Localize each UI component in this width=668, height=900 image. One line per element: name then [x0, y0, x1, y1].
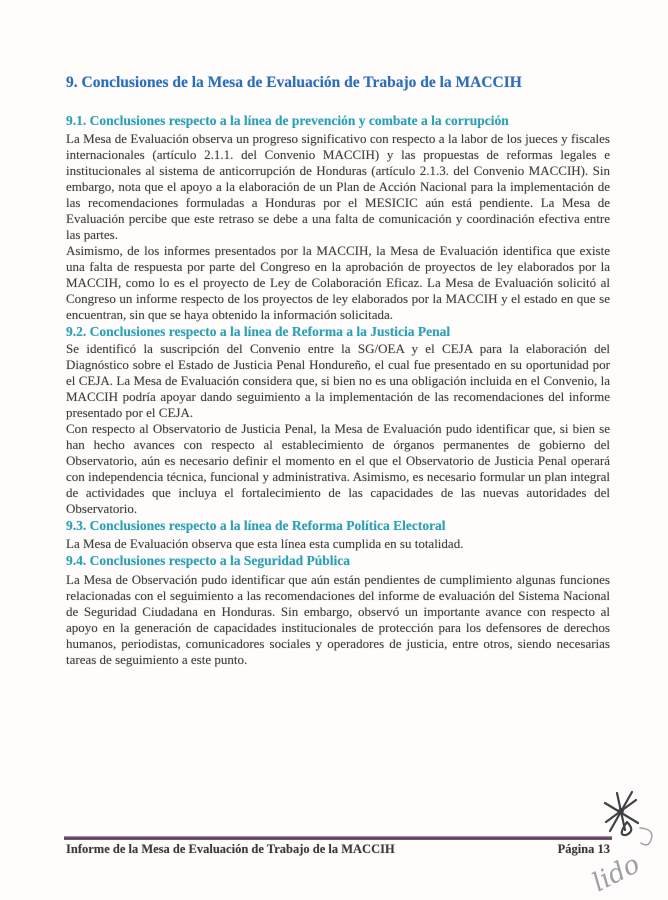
page-footer [66, 842, 610, 857]
paragraph: La Mesa de Evaluación observa que esta línea esta cumplida en su totalidad. [66, 536, 464, 551]
paragraph: La Mesa de Evaluación observa un progreso significativo con respecto a la labor de los jueces y fiscales internacionales (artículo 2.1.1. del Convenio MACCIH) y las propuestas de reformas legales e institucionales al sistema de anticorrupción de Honduras (artículo 2.1.3. del Convenio MACCIH). Sin embargo, nota que el apoyo a la elaboración de un Plan de Acción Nacional para la implementación de las recomendaciones formuladas a Honduras por el MESICIC aún está pendiente. La Mesa de Evaluación percibe que este retraso se debe a una falta de comunicación y coordinación efectiva entre las partes. [66, 131, 610, 242]
section-heading-9-4: 9.4. Conclusiones respecto a la Seguridad Pública [66, 553, 351, 568]
footer-report-title: Informe de la Mesa de Evaluación de Trabajo de la MACCIH [66, 842, 395, 856]
document-title: 9. Conclusiones de la Mesa de Evaluación de Trabajo de la MACCIH [66, 74, 522, 91]
section-heading-9-1: 9.1. Conclusiones respecto a la línea de prevención y combate a la corrupción [66, 113, 509, 128]
section-heading-9-3: 9.3. Conclusiones respecto a la línea de Reforma Política Electoral [66, 518, 446, 533]
handwritten-word: lido [587, 849, 645, 899]
pencil-flourish [640, 828, 652, 845]
handwritten-annotation [587, 784, 668, 900]
paragraph: Con respecto al Observatorio de Justicia Penal, la Mesa de Evaluación pudo identificar que, si bien se han hecho avances con respecto al establecimiento de órganos permanentes de gobierno del Observatorio, aún es necesario definir el momento en el que el Observatorio de Justicia Penal operará con independencia técnica, funcional y administrativa. Asimismo, es necesario formular un plan integral de actividades que incluya el fortalecimiento de las capacidades de las nuevas autoridades del Observatorio. [66, 421, 610, 516]
paragraph: Se identificó la suscripción del Convenio entre la SG/OEA y el CEJA para la elaboración del Diagnóstico sobre el Estado de Justicia Penal Hondureño, el cual fue presentado en su oportunidad por el CEJA. La Mesa de Evaluación considera que, si bien no es una obligación incluida en el Convenio, la MACCIH podría apoyar dando seguimiento a la implementación de las recomendaciones del informe presentado por el CEJA. [66, 341, 610, 420]
section-heading-9-2: 9.2. Conclusiones respecto a la línea de Reforma a la Justicia Penal [66, 324, 451, 339]
footer-divider [64, 836, 612, 840]
page-number: Página 13 [557, 842, 610, 856]
paragraph: La Mesa de Observación pudo identificar que aún están pendientes de cumplimiento algunas funciones relacionadas con el seguimiento a las recomendaciones del informe de evaluación del Sistema Nacional de Seguridad Ciudadana en Honduras. Sin embargo, observó un importante avance con respecto al apoyo en la generación de capacidades institucionales de protección para los defensores de derechos humanos, periodistas, comunicadores sociales y operadores de justicia, entre otros, siendo necesarias tareas de seguimiento a este punto. [66, 572, 610, 667]
document-body [66, 73, 610, 668]
scribble-ink-blot [618, 808, 624, 814]
paragraph: Asimismo, de los informes presentados por la MACCIH, la Mesa de Evaluación identifica que existe una falta de respuesta por parte del Congreso en la aprobación de proyectos de ley elaborados por la MACCIH, como lo es el proyecto de Ley de Colaboración Eficaz. La Mesa de Evaluación solicitó al Congreso un informe respecto de los proyectos de ley elaborados por la MACCIH y el estado en que se encuentran, sin que se haya obtenido la información solicitada. [66, 243, 610, 322]
